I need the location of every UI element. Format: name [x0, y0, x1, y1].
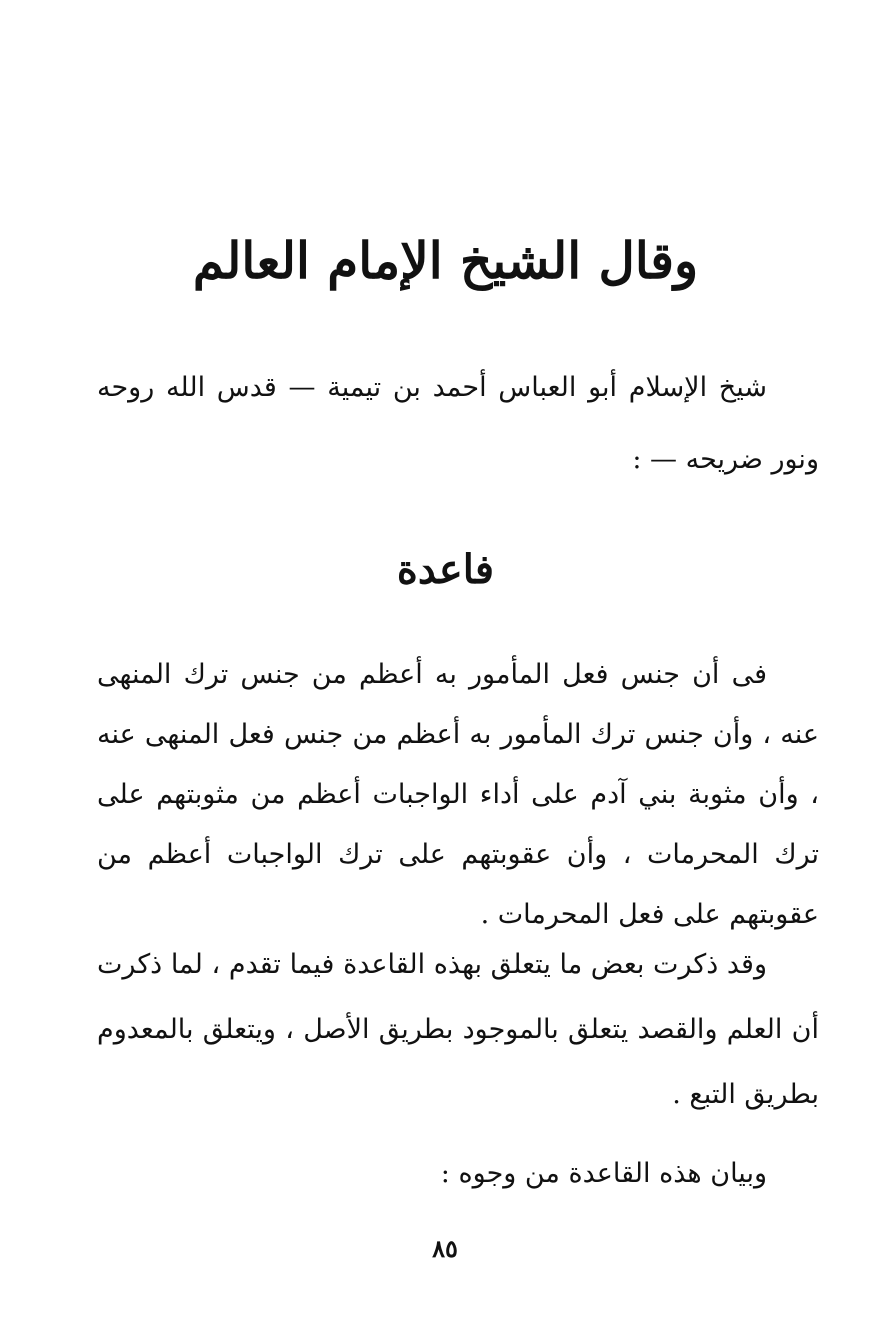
body-paragraph-3: وبيان هذه القاعدة من وجوه : — [440, 1158, 767, 1189]
intro-paragraph: شيخ الإسلام أبو العباس أحمد بن تيمية — قدس الله روحه ونور ضريحه — : — [97, 372, 819, 475]
section-title: فاعدة — [396, 546, 495, 593]
page-number: ٨٥ — [432, 1234, 458, 1263]
main-title: وقال الشيخ الإمام العالم — [192, 231, 699, 290]
body-paragraph-2: وقد ذكرت بعض ما يتعلق بهذه القاعدة فيما تقدم ، لما ذكرت أن العلم والقصد يتعلق بالموجود بطريق الأصل ، ويتعلق بالمعدوم بطريق التبع . — [97, 949, 819, 1110]
body-paragraph-1: فى أن جنس فعل المأمور به أعظم من جنس ترك المنهى عنه ، وأن جنس ترك المأمور به أعظم من جنس فعل المنهى عنه ، وأن مثوبة بني آدم على أداء الواجبات أعظم من مثوبتهم على ترك المحرمات ، وأن عقوبتهم على ترك الواجبات أعظم من عقوبتهم على فعل المحرمات . — [97, 659, 819, 930]
